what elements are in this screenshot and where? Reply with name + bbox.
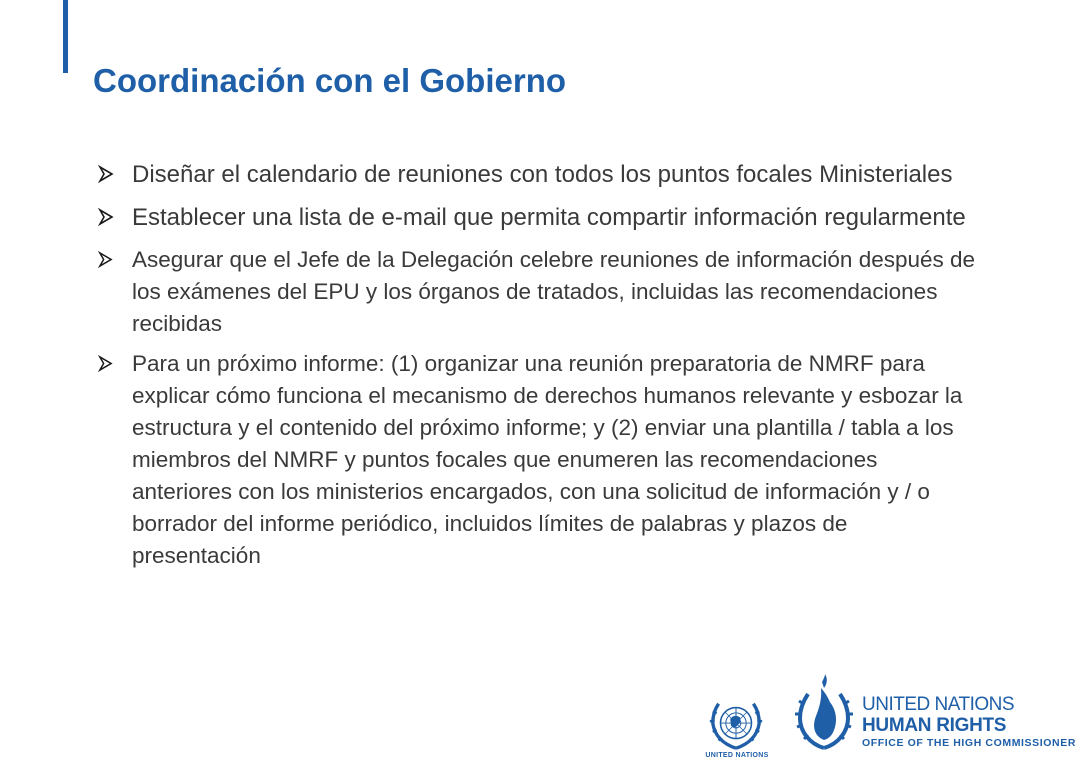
- bullet-item: [98, 348, 978, 572]
- chevron-arrow-icon: [98, 252, 113, 267]
- ohchr-wordmark: [862, 695, 1076, 751]
- chevron-arrow-icon: [98, 356, 113, 371]
- un-caption: UNITED NATIONS: [705, 752, 769, 759]
- ohchr-line-2: HUMAN RIGHTS: [862, 715, 1007, 736]
- slide-title: Coordinación con el Gobierno: [93, 62, 567, 99]
- ohchr-line-1: UNITED NATIONS: [862, 694, 1015, 715]
- bullet-item: [98, 158, 978, 191]
- united-nations-emblem-icon: [705, 694, 767, 756]
- bullet-text: Para un próximo informe: (1) organizar una reunión preparatoria de NMRF para explicar cómo funciona el mecanismo de derechos humanos relevante y esbozar la estructura y el contenido del próximo informe; y (2) enviar una plantilla / tabla a los miembros del NMRF y puntos focales que enumeren las recomendaciones anteriores con los ministerios encargados, con una solicitud de información y / o borrador del informe periódico, incluidos límites de palabras y plazos de presentación: [132, 351, 963, 568]
- bullet-item: [98, 201, 978, 234]
- chevron-arrow-icon: [98, 166, 114, 182]
- ohchr-line-3: OFFICE OF THE HIGH COMMISSIONER: [862, 737, 1076, 749]
- footer-logos: [700, 672, 1076, 762]
- ohchr-flame-emblem-icon: [792, 674, 856, 756]
- bullet-list: [98, 158, 978, 580]
- bullet-text: Asegurar que el Jefe de la Delegación celebre reuniones de información después de los exámenes del EPU y los órganos de tratados, incluidas las recomendaciones recibidas: [132, 247, 976, 336]
- title-accent-bar: [63, 0, 68, 73]
- chevron-arrow-icon: [98, 209, 114, 225]
- bullet-item: [98, 244, 978, 340]
- bullet-text: Establecer una lista de e-mail que permita compartir información regularmente: [132, 204, 966, 231]
- bullet-text: Diseñar el calendario de reuniones con todos los puntos focales Ministeriales: [132, 161, 953, 188]
